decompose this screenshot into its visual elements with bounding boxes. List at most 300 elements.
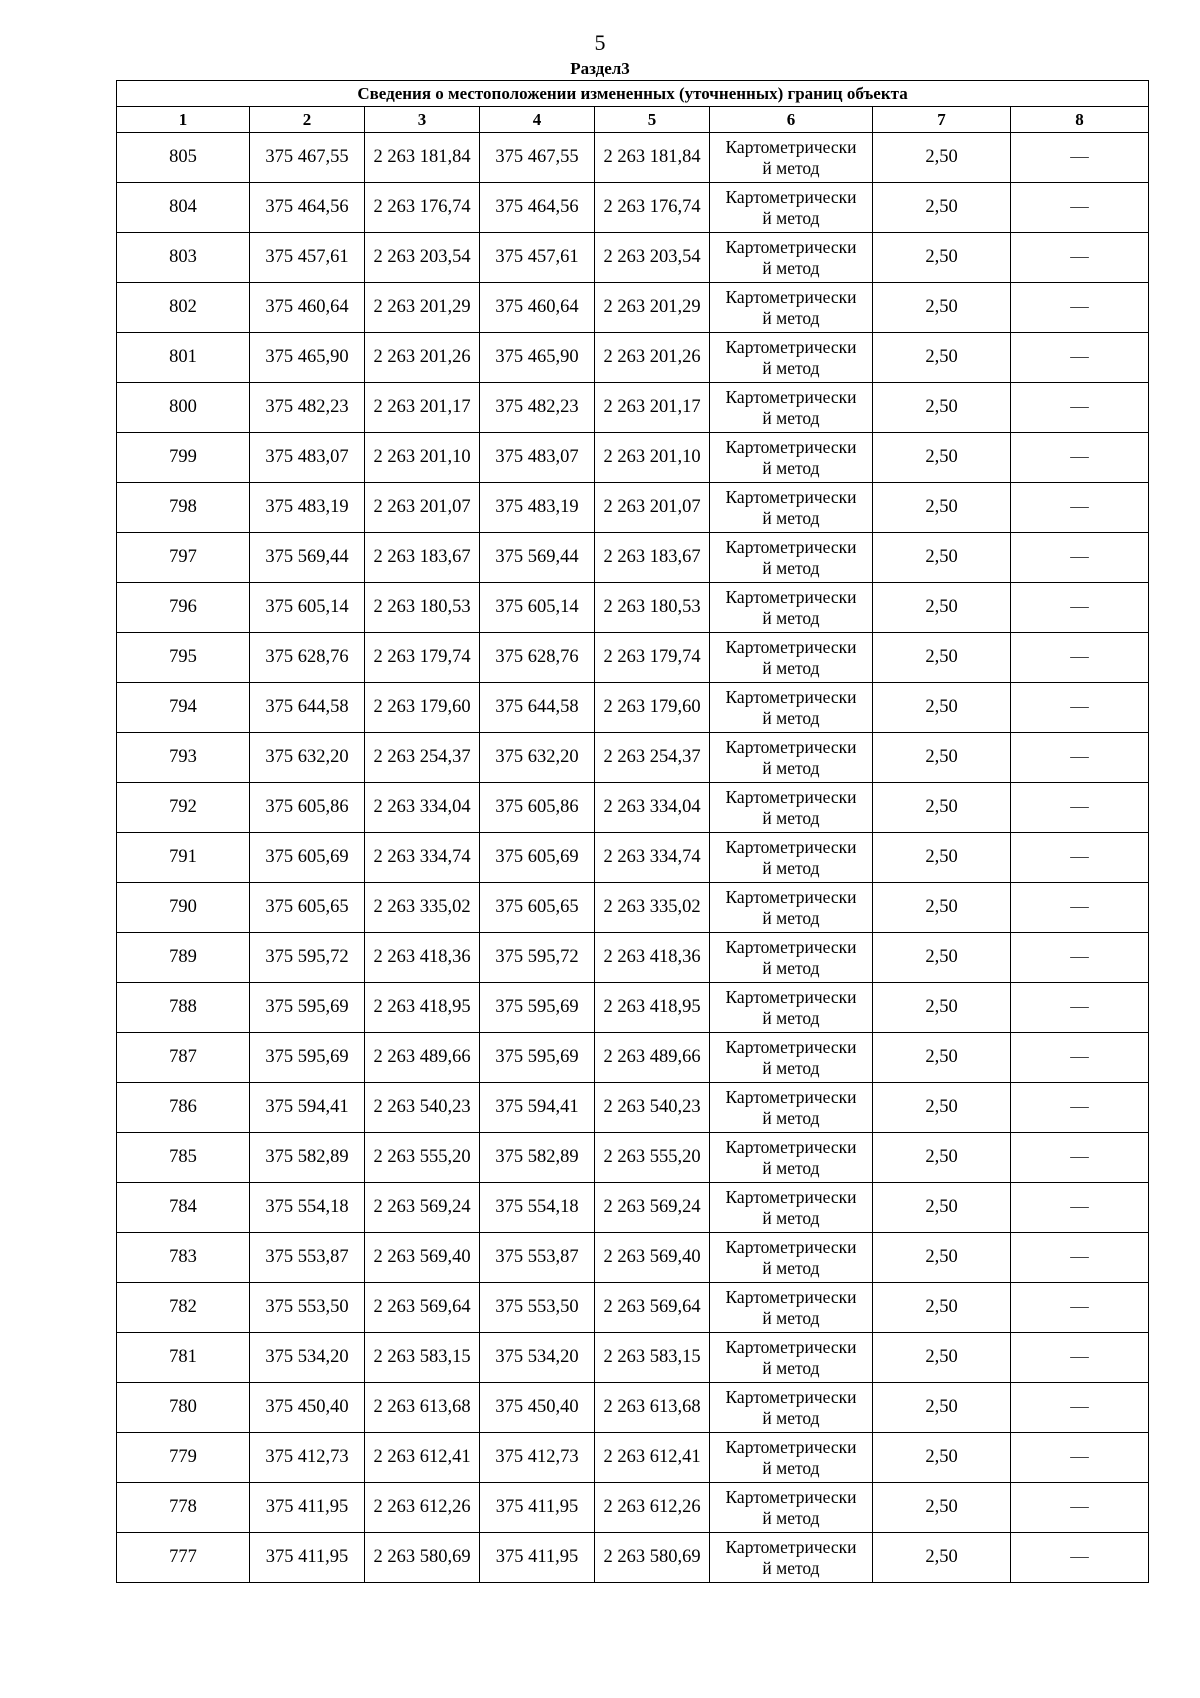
cell-c5: 2 263 569,40 xyxy=(595,1233,710,1283)
cell-method xyxy=(710,1033,873,1083)
cell-c2: 375 412,73 xyxy=(250,1433,365,1483)
cell-c2: 375 605,86 xyxy=(250,783,365,833)
cell-c2: 375 644,58 xyxy=(250,683,365,733)
cell-c8: — xyxy=(1011,333,1149,383)
table-row xyxy=(117,983,1149,1033)
cell-c1: 799 xyxy=(117,433,250,483)
method-line-2: й метод xyxy=(762,907,820,928)
cell-c3: 2 263 334,04 xyxy=(365,783,480,833)
method-line-2: й метод xyxy=(762,1057,820,1078)
method-line-2: й метод xyxy=(762,1257,820,1278)
cell-c8: — xyxy=(1011,533,1149,583)
method-line-2: й метод xyxy=(762,757,820,778)
column-header-4: 4 xyxy=(480,107,595,133)
method-line-1: Картометрически xyxy=(725,336,857,357)
table-row xyxy=(117,533,1149,583)
cell-c2: 375 411,95 xyxy=(250,1533,365,1583)
cell-c5: 2 263 418,95 xyxy=(595,983,710,1033)
cell-c5: 2 263 183,67 xyxy=(595,533,710,583)
cell-c8: — xyxy=(1011,1483,1149,1533)
cell-c5: 2 263 201,10 xyxy=(595,433,710,483)
cell-c4: 375 457,61 xyxy=(480,233,595,283)
cell-c3: 2 263 580,69 xyxy=(365,1533,480,1583)
cell-c5: 2 263 176,74 xyxy=(595,183,710,233)
cell-c3: 2 263 540,23 xyxy=(365,1083,480,1133)
cell-method xyxy=(710,1433,873,1483)
method-line-1: Картометрически xyxy=(725,1486,857,1507)
cell-c3: 2 263 612,26 xyxy=(365,1483,480,1533)
method-line-2: й метод xyxy=(762,407,820,428)
cell-c7: 2,50 xyxy=(873,633,1011,683)
cell-c1: 784 xyxy=(117,1183,250,1233)
cell-c7: 2,50 xyxy=(873,1133,1011,1183)
method-line-1: Картометрически xyxy=(725,936,857,957)
cell-c4: 375 553,87 xyxy=(480,1233,595,1283)
cell-c2: 375 483,07 xyxy=(250,433,365,483)
cell-method xyxy=(710,1183,873,1233)
column-header-2: 2 xyxy=(250,107,365,133)
cell-c2: 375 595,69 xyxy=(250,983,365,1033)
method-line-1: Картометрически xyxy=(725,986,857,1007)
table-row xyxy=(117,733,1149,783)
cell-c2: 375 465,90 xyxy=(250,333,365,383)
cell-c3: 2 263 334,74 xyxy=(365,833,480,883)
cell-c1: 800 xyxy=(117,383,250,433)
method-line-1: Картометрически xyxy=(725,736,857,757)
cell-c3: 2 263 201,29 xyxy=(365,283,480,333)
cell-c4: 375 482,23 xyxy=(480,383,595,433)
cell-c7: 2,50 xyxy=(873,933,1011,983)
cell-c8: — xyxy=(1011,183,1149,233)
cell-c1: 791 xyxy=(117,833,250,883)
cell-c2: 375 483,19 xyxy=(250,483,365,533)
cell-c8: — xyxy=(1011,433,1149,483)
cell-c1: 782 xyxy=(117,1283,250,1333)
method-line-2: й метод xyxy=(762,157,820,178)
cell-c8: — xyxy=(1011,833,1149,883)
method-line-2: й метод xyxy=(762,457,820,478)
table-row xyxy=(117,883,1149,933)
cell-c7: 2,50 xyxy=(873,833,1011,883)
cell-c7: 2,50 xyxy=(873,383,1011,433)
cell-method xyxy=(710,833,873,883)
cell-c5: 2 263 334,04 xyxy=(595,783,710,833)
cell-method xyxy=(710,1133,873,1183)
table-caption: Сведения о местоположении измененных (уточненных) границ объекта xyxy=(117,81,1149,107)
method-line-1: Картометрически xyxy=(725,386,857,407)
cell-c4: 375 605,14 xyxy=(480,583,595,633)
table-row xyxy=(117,1133,1149,1183)
cell-c4: 375 411,95 xyxy=(480,1483,595,1533)
cell-c3: 2 263 254,37 xyxy=(365,733,480,783)
method-line-2: й метод xyxy=(762,1457,820,1478)
method-line-2: й метод xyxy=(762,257,820,278)
cell-c2: 375 467,55 xyxy=(250,133,365,183)
cell-c8: — xyxy=(1011,133,1149,183)
cell-c2: 375 628,76 xyxy=(250,633,365,683)
cell-c4: 375 605,69 xyxy=(480,833,595,883)
method-line-1: Картометрически xyxy=(725,1036,857,1057)
cell-c8: — xyxy=(1011,1383,1149,1433)
table-row xyxy=(117,183,1149,233)
method-line-1: Картометрически xyxy=(725,1436,857,1457)
table-row xyxy=(117,683,1149,733)
cell-c4: 375 582,89 xyxy=(480,1133,595,1183)
cell-c4: 375 411,95 xyxy=(480,1533,595,1583)
cell-method xyxy=(710,333,873,383)
cell-c4: 375 595,69 xyxy=(480,1033,595,1083)
table-row xyxy=(117,1033,1149,1083)
cell-c8: — xyxy=(1011,283,1149,333)
cell-c8: — xyxy=(1011,683,1149,733)
table-row xyxy=(117,233,1149,283)
method-line-1: Картометрически xyxy=(725,136,857,157)
cell-c2: 375 595,69 xyxy=(250,1033,365,1083)
table-row xyxy=(117,1383,1149,1433)
method-line-2: й метод xyxy=(762,857,820,878)
cell-c8: — xyxy=(1011,983,1149,1033)
cell-c8: — xyxy=(1011,933,1149,983)
cell-c7: 2,50 xyxy=(873,533,1011,583)
cell-c1: 797 xyxy=(117,533,250,583)
cell-c4: 375 467,55 xyxy=(480,133,595,183)
cell-c2: 375 534,20 xyxy=(250,1333,365,1383)
cell-c8: — xyxy=(1011,1083,1149,1133)
method-line-1: Картометрически xyxy=(725,636,857,657)
cell-c1: 802 xyxy=(117,283,250,333)
cell-c5: 2 263 254,37 xyxy=(595,733,710,783)
method-line-2: й метод xyxy=(762,607,820,628)
cell-c5: 2 263 540,23 xyxy=(595,1083,710,1133)
cell-c4: 375 483,19 xyxy=(480,483,595,533)
cell-c7: 2,50 xyxy=(873,1233,1011,1283)
cell-c4: 375 595,72 xyxy=(480,933,595,983)
cell-method xyxy=(710,1533,873,1583)
cell-c8: — xyxy=(1011,483,1149,533)
method-line-1: Картометрически xyxy=(725,1186,857,1207)
cell-method xyxy=(710,1383,873,1433)
table-row xyxy=(117,1433,1149,1483)
method-line-2: й метод xyxy=(762,1157,820,1178)
cell-c1: 796 xyxy=(117,583,250,633)
cell-c1: 790 xyxy=(117,883,250,933)
table-row xyxy=(117,483,1149,533)
cell-c1: 789 xyxy=(117,933,250,983)
cell-c8: — xyxy=(1011,1183,1149,1233)
method-line-2: й метод xyxy=(762,207,820,228)
cell-c2: 375 605,65 xyxy=(250,883,365,933)
cell-c7: 2,50 xyxy=(873,283,1011,333)
cell-c5: 2 263 583,15 xyxy=(595,1333,710,1383)
table-row xyxy=(117,283,1149,333)
cell-c1: 786 xyxy=(117,1083,250,1133)
cell-c5: 2 263 180,53 xyxy=(595,583,710,633)
cell-c1: 801 xyxy=(117,333,250,383)
cell-c1: 792 xyxy=(117,783,250,833)
cell-c4: 375 483,07 xyxy=(480,433,595,483)
method-line-1: Картометрически xyxy=(725,1136,857,1157)
cell-method xyxy=(710,1483,873,1533)
cell-c1: 781 xyxy=(117,1333,250,1383)
cell-c3: 2 263 176,74 xyxy=(365,183,480,233)
table-row xyxy=(117,1083,1149,1133)
cell-c8: — xyxy=(1011,383,1149,433)
cell-c3: 2 263 203,54 xyxy=(365,233,480,283)
cell-c5: 2 263 201,29 xyxy=(595,283,710,333)
cell-c7: 2,50 xyxy=(873,433,1011,483)
cell-c4: 375 605,86 xyxy=(480,783,595,833)
method-line-1: Картометрически xyxy=(725,1286,857,1307)
cell-method xyxy=(710,883,873,933)
method-line-2: й метод xyxy=(762,1507,820,1528)
cell-c7: 2,50 xyxy=(873,883,1011,933)
method-line-1: Картометрически xyxy=(725,686,857,707)
method-line-2: й метод xyxy=(762,557,820,578)
cell-c2: 375 450,40 xyxy=(250,1383,365,1433)
cell-c3: 2 263 181,84 xyxy=(365,133,480,183)
cell-c3: 2 263 583,15 xyxy=(365,1333,480,1383)
method-line-2: й метод xyxy=(762,357,820,378)
cell-c7: 2,50 xyxy=(873,783,1011,833)
cell-c2: 375 460,64 xyxy=(250,283,365,333)
cell-c8: — xyxy=(1011,1283,1149,1333)
cell-method xyxy=(710,133,873,183)
table-row xyxy=(117,433,1149,483)
cell-c5: 2 263 335,02 xyxy=(595,883,710,933)
cell-c3: 2 263 179,74 xyxy=(365,633,480,683)
cell-method xyxy=(710,933,873,983)
cell-c3: 2 263 201,07 xyxy=(365,483,480,533)
cell-c3: 2 263 418,36 xyxy=(365,933,480,983)
method-line-1: Картометрически xyxy=(725,536,857,557)
cell-c3: 2 263 613,68 xyxy=(365,1383,480,1433)
cell-method xyxy=(710,633,873,683)
table-row xyxy=(117,1333,1149,1383)
column-header-1: 1 xyxy=(117,107,250,133)
cell-c8: — xyxy=(1011,1533,1149,1583)
cell-method xyxy=(710,233,873,283)
cell-method xyxy=(710,433,873,483)
cell-c2: 375 569,44 xyxy=(250,533,365,583)
table-row xyxy=(117,1533,1149,1583)
cell-c8: — xyxy=(1011,783,1149,833)
cell-c3: 2 263 555,20 xyxy=(365,1133,480,1183)
table-row xyxy=(117,1183,1149,1233)
cell-c5: 2 263 334,74 xyxy=(595,833,710,883)
cell-c3: 2 263 201,10 xyxy=(365,433,480,483)
cell-c1: 783 xyxy=(117,1233,250,1283)
method-line-2: й метод xyxy=(762,1007,820,1028)
cell-method xyxy=(710,1283,873,1333)
cell-c5: 2 263 201,26 xyxy=(595,333,710,383)
table-row xyxy=(117,383,1149,433)
cell-method xyxy=(710,183,873,233)
cell-c4: 375 554,18 xyxy=(480,1183,595,1233)
method-line-1: Картометрически xyxy=(725,236,857,257)
cell-c8: — xyxy=(1011,1433,1149,1483)
method-line-2: й метод xyxy=(762,1407,820,1428)
method-line-2: й метод xyxy=(762,707,820,728)
cell-method xyxy=(710,533,873,583)
cell-method xyxy=(710,683,873,733)
method-line-2: й метод xyxy=(762,807,820,828)
cell-c3: 2 263 201,26 xyxy=(365,333,480,383)
column-header-6: 6 xyxy=(710,107,873,133)
cell-c2: 375 553,87 xyxy=(250,1233,365,1283)
cell-c1: 793 xyxy=(117,733,250,783)
cell-c5: 2 263 201,17 xyxy=(595,383,710,433)
cell-method xyxy=(710,783,873,833)
cell-c2: 375 632,20 xyxy=(250,733,365,783)
cell-c2: 375 464,56 xyxy=(250,183,365,233)
table-row xyxy=(117,783,1149,833)
cell-c5: 2 263 580,69 xyxy=(595,1533,710,1583)
cell-c7: 2,50 xyxy=(873,1533,1011,1583)
cell-c4: 375 628,76 xyxy=(480,633,595,683)
cell-c7: 2,50 xyxy=(873,1283,1011,1333)
column-header-8: 8 xyxy=(1011,107,1149,133)
method-line-1: Картометрически xyxy=(725,436,857,457)
cell-c1: 777 xyxy=(117,1533,250,1583)
table-row xyxy=(117,933,1149,983)
cell-c1: 780 xyxy=(117,1383,250,1433)
cell-c7: 2,50 xyxy=(873,983,1011,1033)
cell-c5: 2 263 555,20 xyxy=(595,1133,710,1183)
cell-c2: 375 553,50 xyxy=(250,1283,365,1333)
cell-method xyxy=(710,1333,873,1383)
cell-c1: 785 xyxy=(117,1133,250,1183)
cell-c7: 2,50 xyxy=(873,1383,1011,1433)
table-row xyxy=(117,1483,1149,1533)
cell-c7: 2,50 xyxy=(873,133,1011,183)
method-line-1: Картометрически xyxy=(725,186,857,207)
method-line-2: й метод xyxy=(762,1307,820,1328)
method-line-1: Картометрически xyxy=(725,286,857,307)
cell-c3: 2 263 179,60 xyxy=(365,683,480,733)
method-line-2: й метод xyxy=(762,307,820,328)
table-row xyxy=(117,1283,1149,1333)
cell-c1: 787 xyxy=(117,1033,250,1083)
method-line-2: й метод xyxy=(762,957,820,978)
cell-c2: 375 582,89 xyxy=(250,1133,365,1183)
cell-c2: 375 594,41 xyxy=(250,1083,365,1133)
cell-c1: 805 xyxy=(117,133,250,183)
cell-c8: — xyxy=(1011,1233,1149,1283)
cell-c5: 2 263 179,74 xyxy=(595,633,710,683)
cell-c3: 2 263 569,64 xyxy=(365,1283,480,1333)
cell-c8: — xyxy=(1011,633,1149,683)
cell-c7: 2,50 xyxy=(873,1033,1011,1083)
cell-c2: 375 605,14 xyxy=(250,583,365,633)
cell-c5: 2 263 179,60 xyxy=(595,683,710,733)
cell-c5: 2 263 181,84 xyxy=(595,133,710,183)
cell-c4: 375 595,69 xyxy=(480,983,595,1033)
table-row xyxy=(117,1233,1149,1283)
cell-c2: 375 411,95 xyxy=(250,1483,365,1533)
column-header-5: 5 xyxy=(595,107,710,133)
cell-c2: 375 605,69 xyxy=(250,833,365,883)
cell-c2: 375 595,72 xyxy=(250,933,365,983)
method-line-2: й метод xyxy=(762,507,820,528)
cell-c3: 2 263 489,66 xyxy=(365,1033,480,1083)
cell-method xyxy=(710,583,873,633)
method-line-2: й метод xyxy=(762,1107,820,1128)
cell-c5: 2 263 569,64 xyxy=(595,1283,710,1333)
cell-c3: 2 263 335,02 xyxy=(365,883,480,933)
cell-c5: 2 263 489,66 xyxy=(595,1033,710,1083)
cell-c5: 2 263 418,36 xyxy=(595,933,710,983)
cell-method xyxy=(710,283,873,333)
cell-c5: 2 263 201,07 xyxy=(595,483,710,533)
cell-c4: 375 644,58 xyxy=(480,683,595,733)
cell-c5: 2 263 613,68 xyxy=(595,1383,710,1433)
table-row xyxy=(117,133,1149,183)
cell-c7: 2,50 xyxy=(873,183,1011,233)
table-row xyxy=(117,633,1149,683)
cell-method xyxy=(710,383,873,433)
cell-c4: 375 464,56 xyxy=(480,183,595,233)
cell-c7: 2,50 xyxy=(873,483,1011,533)
method-line-2: й метод xyxy=(762,1557,820,1578)
cell-c7: 2,50 xyxy=(873,333,1011,383)
method-line-1: Картометрически xyxy=(725,1086,857,1107)
cell-method xyxy=(710,1083,873,1133)
cell-method xyxy=(710,983,873,1033)
table-row xyxy=(117,583,1149,633)
cell-c4: 375 632,20 xyxy=(480,733,595,783)
cell-c1: 795 xyxy=(117,633,250,683)
method-line-1: Картометрически xyxy=(725,1336,857,1357)
cell-c1: 779 xyxy=(117,1433,250,1483)
method-line-2: й метод xyxy=(762,1357,820,1378)
cell-c7: 2,50 xyxy=(873,733,1011,783)
cell-c7: 2,50 xyxy=(873,1333,1011,1383)
cell-c7: 2,50 xyxy=(873,1083,1011,1133)
method-line-1: Картометрически xyxy=(725,1386,857,1407)
cell-c1: 788 xyxy=(117,983,250,1033)
cell-c7: 2,50 xyxy=(873,233,1011,283)
cell-c5: 2 263 569,24 xyxy=(595,1183,710,1233)
cell-c4: 375 605,65 xyxy=(480,883,595,933)
cell-c4: 375 460,64 xyxy=(480,283,595,333)
page-number: 5 xyxy=(594,30,606,55)
column-header-3: 3 xyxy=(365,107,480,133)
cell-c3: 2 263 569,40 xyxy=(365,1233,480,1283)
cell-method xyxy=(710,733,873,783)
cell-c7: 2,50 xyxy=(873,1433,1011,1483)
method-line-1: Картометрически xyxy=(725,1236,857,1257)
cell-c5: 2 263 612,41 xyxy=(595,1433,710,1483)
cell-c7: 2,50 xyxy=(873,1183,1011,1233)
cell-c8: — xyxy=(1011,583,1149,633)
cell-c3: 2 263 180,53 xyxy=(365,583,480,633)
cell-c1: 798 xyxy=(117,483,250,533)
cell-method xyxy=(710,483,873,533)
method-line-1: Картометрически xyxy=(725,586,857,607)
cell-c8: — xyxy=(1011,233,1149,283)
cell-c4: 375 553,50 xyxy=(480,1283,595,1333)
cell-c3: 2 263 612,41 xyxy=(365,1433,480,1483)
section-title: Раздел3 xyxy=(570,59,630,78)
cell-c8: — xyxy=(1011,1133,1149,1183)
cell-c1: 804 xyxy=(117,183,250,233)
cell-c8: — xyxy=(1011,1033,1149,1083)
method-line-2: й метод xyxy=(762,657,820,678)
table-row xyxy=(117,833,1149,883)
method-line-1: Картометрически xyxy=(725,1536,857,1557)
cell-c8: — xyxy=(1011,733,1149,783)
method-line-1: Картометрически xyxy=(725,836,857,857)
